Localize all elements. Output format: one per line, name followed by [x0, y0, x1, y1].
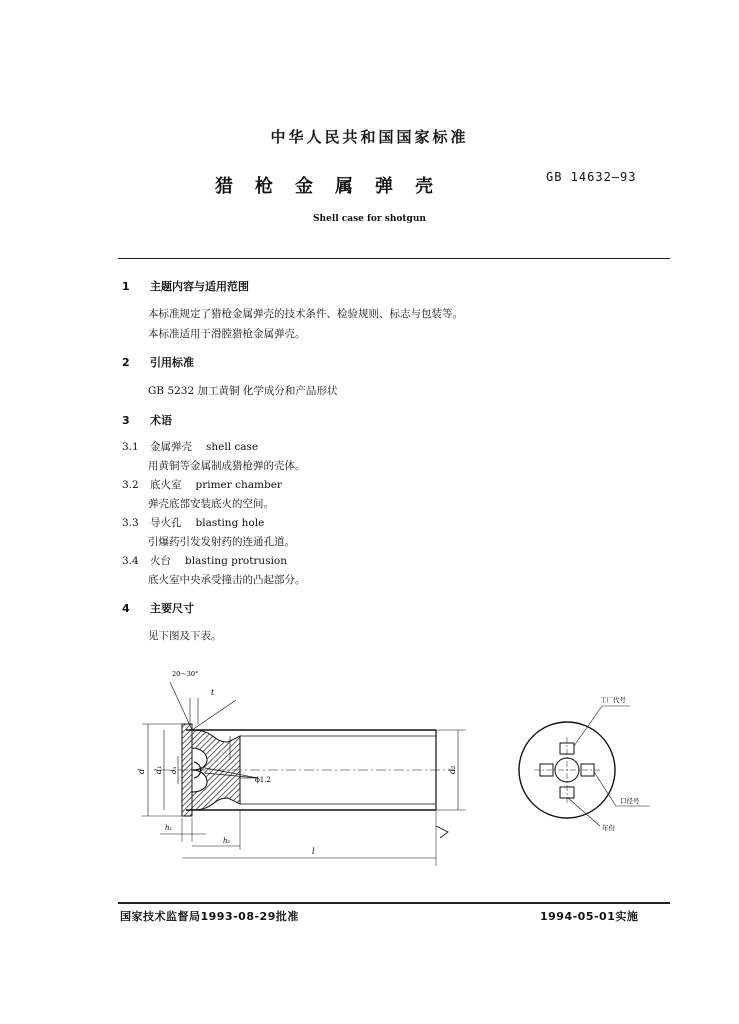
section-2-heading: [122, 354, 194, 370]
d1-label: d₁: [154, 765, 163, 774]
top-rule: [118, 258, 670, 259]
caliber-label: 口径号: [620, 797, 640, 805]
section-number: 1: [122, 280, 130, 293]
d-label: d: [137, 768, 146, 774]
section-2-reference: GB 5232 加工黄铜 化学成分和产品形状: [148, 385, 338, 397]
section-number: 2: [122, 356, 130, 369]
factory-code-label: 工厂代号: [600, 696, 626, 704]
section-4-para-1: 见下图及下表。: [148, 630, 222, 642]
angle-label: 20～30°: [172, 670, 199, 678]
term-3-3: 3.3 导火孔 blasting hole: [122, 517, 265, 529]
implementation-date: 1994-05-01实施: [540, 910, 639, 923]
side-view: [142, 682, 466, 866]
section-3-heading: [122, 412, 172, 428]
term-3-1-definition: 用黄铜等金属制成猎枪弹的壳体。: [148, 460, 306, 472]
t-label: t: [211, 688, 215, 697]
h2-label: h₂: [223, 837, 231, 845]
term-3-1: 3.1 金属弹壳 shell case: [122, 441, 259, 453]
issuing-org: 中华人民共和国国家标准: [270, 128, 469, 146]
standard-number: GB 14632—93: [546, 170, 637, 184]
section-title: 主要尺寸: [150, 602, 194, 615]
year-label: 年份: [602, 824, 615, 832]
document-title: 猎枪金属弹壳: [215, 176, 455, 197]
d3-label: d₃: [170, 766, 178, 774]
english-title: Shell case for shotgun: [313, 214, 426, 224]
section-title: 主题内容与适用范围: [150, 280, 249, 293]
section-1-heading: [122, 278, 249, 294]
h1-label: h₁: [165, 824, 173, 832]
approval-date: 国家技术监督局1993-08-29批准: [120, 910, 299, 923]
shell-case-drawing: [0, 660, 739, 880]
bottom-rule: [118, 902, 670, 904]
term-3-2-definition: 弹壳底部安装底火的空间。: [148, 498, 274, 510]
section-4-heading: [122, 600, 194, 616]
d2-label: d₂: [448, 765, 457, 774]
term-3-3-definition: 引爆药引发发射药的连通孔道。: [148, 536, 295, 548]
l-label: l: [312, 847, 315, 856]
section-title: 术语: [150, 414, 172, 427]
section-title: 引用标准: [150, 356, 194, 369]
term-3-4: 3.4 火台 blasting protrusion: [122, 555, 288, 567]
section-number: 3: [122, 414, 130, 427]
hole-diameter-label: ϕ1.2: [255, 776, 271, 784]
base-end-view: [519, 706, 650, 826]
section-number: 4: [122, 602, 130, 615]
section-1-para-1: 本标准规定了猎枪金属弹壳的技术条件、检验规则、标志与包装等。: [148, 308, 463, 320]
term-3-4-definition: 底火室中央承受撞击的凸起部分。: [148, 574, 306, 586]
term-3-2: 3.2 底火室 primer chamber: [122, 479, 282, 491]
section-1-para-2: 本标准适用于滑膛猎枪金属弹壳。: [148, 328, 306, 340]
